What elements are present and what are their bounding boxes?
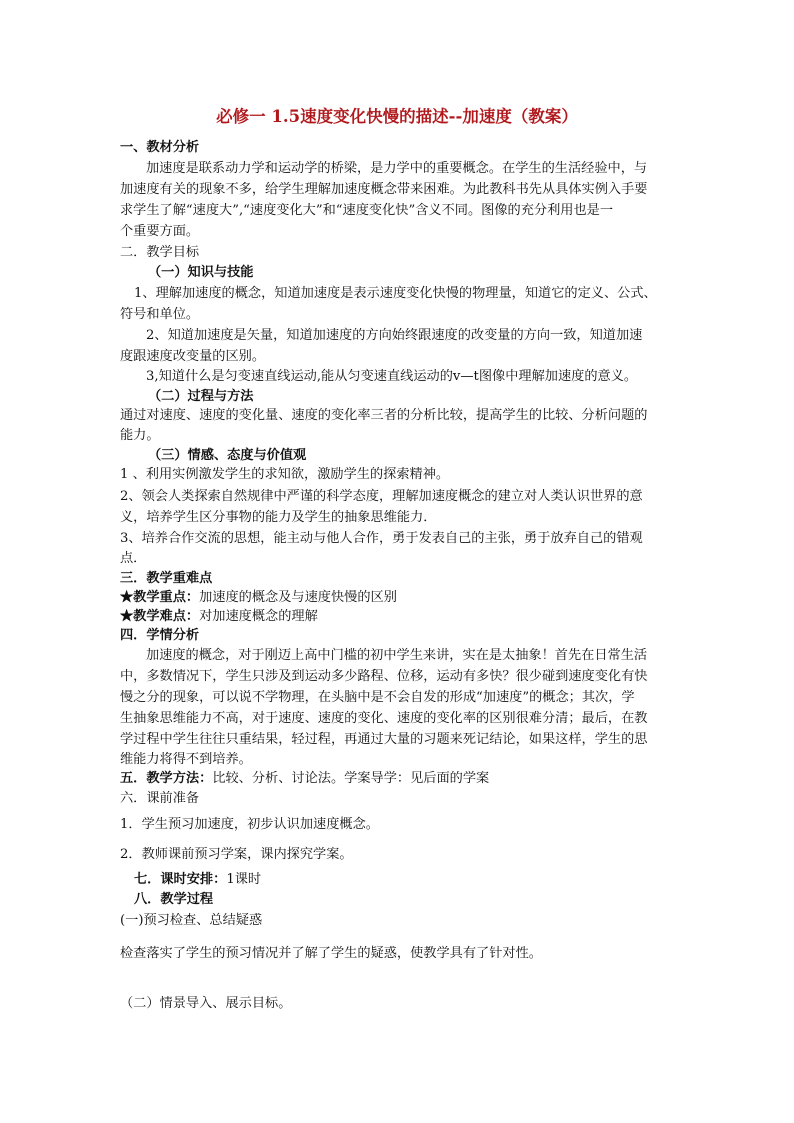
paragraph-line: 能力。 bbox=[120, 428, 160, 443]
section-heading: 四．学情分析 bbox=[120, 628, 200, 643]
paragraph-line: 加速度有关的现象不多，给学生理解加速度概念带来困难。为此教科书先从具体实例入手要 bbox=[120, 182, 648, 197]
paragraph-line: 2、领会人类探索自然规律中严谨的科学态度，理解加速度概念的建立对人类认识世界的意 bbox=[120, 489, 643, 504]
paragraph-line: 2．教师课前预习学案，课内探究学案。 bbox=[120, 847, 353, 862]
paragraph-line: 学过程中学生往往只重结果，轻过程，再通过大量的习题来死记结论，如果这样，学生的思 bbox=[120, 732, 648, 747]
paragraph-line: 1．学生预习加速度，初步认识加速度概念。 bbox=[120, 817, 379, 832]
document-title: 必修一 1.5速度变化快慢的描述--加速度（教案） bbox=[216, 107, 578, 126]
section-heading: 八．教学过程 bbox=[134, 892, 214, 907]
paragraph-line: 慢之分的现象，可以说不学物理，在头脑中是不会自发的形成“加速度”的概念；其次，学 bbox=[120, 690, 635, 705]
method-label: 五．教学方法： bbox=[120, 771, 213, 786]
subsection-heading: （三）情感、态度与价值观 bbox=[148, 448, 307, 463]
paragraph-line: 维能力将得不到培养。 bbox=[120, 752, 252, 767]
subsection-heading: (一)预习检查、总结疑惑 bbox=[120, 913, 263, 928]
key-point-label: ★教学重点： bbox=[120, 590, 200, 605]
schedule-line bbox=[134, 871, 261, 889]
paragraph-line: 检查落实了学生的预习情况并了解了学生的疑惑，使教学具有了针对性。 bbox=[120, 946, 542, 961]
paragraph-line: 3、培养合作交流的思想，能主动与他人合作，勇于发表自己的主张，勇于放弃自己的错观 bbox=[120, 531, 643, 546]
paragraph-line: 度跟速度改变量的区别。 bbox=[120, 349, 266, 364]
paragraph-line: 加速度的概念，对于刚迈上高中门槛的初中学生来讲，实在是太抽象！首先在日常生活 bbox=[146, 648, 648, 663]
method-text: 比较、分析、讨论法。学案导学：见后面的学案 bbox=[212, 771, 490, 786]
method-line bbox=[120, 770, 489, 788]
difficulty-text: 对加速度概念的理解 bbox=[199, 609, 318, 624]
paragraph-line: 符号和单位。 bbox=[120, 307, 200, 322]
section-heading: 一、教材分析 bbox=[120, 140, 200, 155]
section-heading: 三．教学重难点 bbox=[120, 571, 213, 586]
section-heading: 六．课前准备 bbox=[120, 791, 200, 806]
section-heading: 二．教学目标 bbox=[120, 245, 200, 260]
difficulty-line bbox=[120, 608, 318, 626]
paragraph-line: 1、理解加速度的概念，知道加速度是表示速度变化快慢的物理量，知道它的定义、公式、 bbox=[134, 286, 657, 301]
subsection-heading: （二）情景导入、展示目标。 bbox=[120, 996, 292, 1011]
paragraph-line: 生抽象思维能力不高，对于速度、速度的变化、速度的变化率的区别很难分清；最后，在教 bbox=[120, 711, 648, 726]
paragraph-line: 中，多数情况下，学生只涉及到运动多少路程、位移，运动有多快？很少碰到速度变化有快 bbox=[120, 669, 648, 684]
paragraph-line: 1 、利用实例激发学生的求知欲，激励学生的探索精神。 bbox=[120, 467, 450, 482]
paragraph-line: 3,知道什么是匀变速直线运动,能从匀变速直线运动的v—t图像中理解加速度的意义。 bbox=[146, 369, 638, 384]
key-point-text: 加速度的概念及与速度快慢的区别 bbox=[199, 590, 397, 605]
schedule-text: 1课时 bbox=[226, 872, 262, 887]
paragraph-line: 义，培养学生区分事物的能力及学生的抽象思维能力． bbox=[120, 510, 437, 525]
paragraph-line: 个重要方面。 bbox=[120, 224, 200, 239]
paragraph-line: 通过对速度、速度的变化量、速度的变化率三者的分析比较，提高学生的比较、分析问题的 bbox=[120, 408, 648, 423]
paragraph-line: 加速度是联系动力学和运动学的桥梁，是力学中的重要概念。在学生的生活经验中，与 bbox=[146, 161, 648, 176]
paragraph-line: 2、知道加速度是矢量，知道加速度的方向始终跟速度的改变量的方向一致，知道加速 bbox=[146, 328, 643, 343]
subsection-heading: （一）知识与技能 bbox=[148, 265, 254, 280]
paragraph-line: 求学生了解“速度大”,“速度变化大”和“速度变化快”含义不同。图像的充分利用也是一 bbox=[120, 203, 614, 218]
subsection-heading: （二）过程与方法 bbox=[148, 389, 254, 404]
schedule-label: 七．课时安排： bbox=[134, 872, 227, 887]
difficulty-label: ★教学难点： bbox=[120, 609, 200, 624]
key-point-line bbox=[120, 589, 397, 607]
paragraph-line: 点． bbox=[120, 551, 147, 566]
